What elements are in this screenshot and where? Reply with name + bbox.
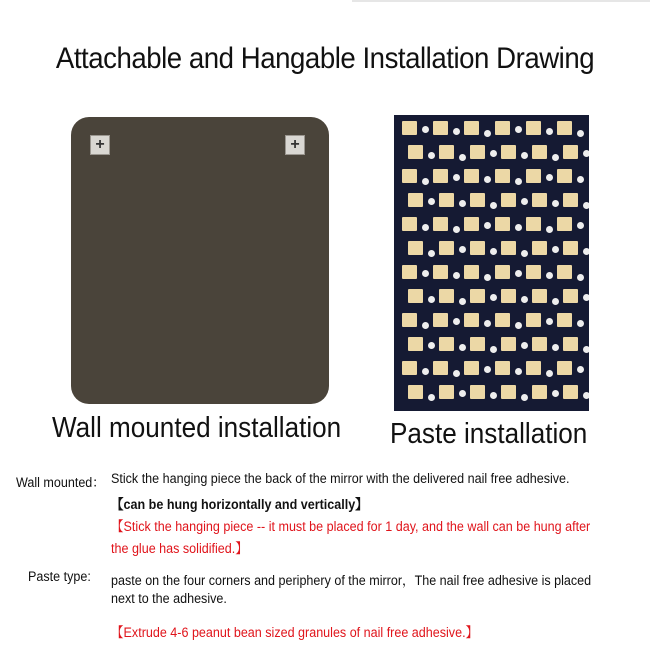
tape-pad: [532, 385, 547, 399]
tape-pad: [526, 217, 541, 231]
tape-pad: [464, 361, 479, 375]
wall-mounted-line-1: Stick the hanging piece the back of the mirror with the delivered nail free adhesive.: [111, 471, 570, 486]
wall-mounted-label: Wall mounted：: [16, 475, 105, 490]
adhesive-glob: [521, 152, 528, 159]
tape-pad: [433, 265, 448, 279]
tape-pad: [433, 313, 448, 327]
tape-pad: [464, 121, 479, 135]
adhesive-glob: [577, 222, 584, 229]
tape-pad: [557, 361, 572, 375]
adhesive-glob: [546, 128, 553, 135]
tape-pad: [557, 265, 572, 279]
adhesive-glob: [583, 346, 589, 353]
adhesive-glob: [453, 370, 460, 377]
adhesive-glob: [546, 226, 553, 233]
tape-pad: [557, 313, 572, 327]
adhesive-glob: [484, 176, 491, 183]
adhesive-glob: [422, 126, 429, 133]
tape-pad: [563, 385, 578, 399]
adhesive-glob: [484, 130, 491, 137]
tape-pad: [501, 337, 516, 351]
tape-pad: [526, 121, 541, 135]
tape-pad: [470, 385, 485, 399]
tape-pad: [470, 193, 485, 207]
adhesive-glob: [577, 366, 584, 373]
adhesive-glob: [428, 250, 435, 257]
adhesive-glob: [490, 248, 497, 255]
adhesive-glob: [552, 344, 559, 351]
tape-pad: [402, 121, 417, 135]
tape-pad: [433, 217, 448, 231]
adhesive-glob: [583, 150, 589, 157]
adhesive-glob: [490, 346, 497, 353]
tape-pad: [433, 361, 448, 375]
tape-pad: [532, 193, 547, 207]
tape-pad: [408, 241, 423, 255]
adhesive-glob: [583, 294, 589, 301]
adhesive-glob: [577, 130, 584, 137]
adhesive-glob: [484, 222, 491, 229]
adhesive-glob: [459, 344, 466, 351]
tape-pad: [439, 241, 454, 255]
adhesive-glob: [546, 272, 553, 279]
tape-pad: [433, 121, 448, 135]
paste-board-image: [394, 115, 589, 411]
adhesive-glob: [490, 202, 497, 209]
tape-pad: [408, 193, 423, 207]
adhesive-glob: [490, 392, 497, 399]
tape-pad: [501, 241, 516, 255]
tape-pad: [402, 313, 417, 327]
adhesive-glob: [490, 150, 497, 157]
hanging-piece-icon: +: [285, 135, 305, 155]
adhesive-glob: [552, 246, 559, 253]
tape-pad: [501, 385, 516, 399]
adhesive-glob: [453, 226, 460, 233]
mirror-back-image: [71, 117, 329, 404]
tape-pad: [501, 289, 516, 303]
adhesive-glob: [459, 390, 466, 397]
adhesive-glob: [515, 224, 522, 231]
tape-pad: [408, 337, 423, 351]
adhesive-glob: [484, 274, 491, 281]
adhesive-glob: [428, 296, 435, 303]
tape-pad: [563, 145, 578, 159]
adhesive-glob: [546, 318, 553, 325]
tape-pad: [439, 385, 454, 399]
tape-pad: [526, 265, 541, 279]
wall-mounted-caption: Wall mounted installation: [52, 412, 342, 444]
tape-pad: [439, 193, 454, 207]
adhesive-glob: [484, 366, 491, 373]
wall-mounted-line-2: 【can be hung horizontally and vertically】: [111, 497, 368, 512]
adhesive-glob: [577, 274, 584, 281]
adhesive-glob: [583, 392, 589, 399]
tape-pad: [464, 265, 479, 279]
adhesive-glob: [490, 294, 497, 301]
adhesive-glob: [459, 200, 466, 207]
tape-pad: [439, 337, 454, 351]
tape-pad: [470, 241, 485, 255]
tape-pad: [402, 169, 417, 183]
adhesive-glob: [552, 200, 559, 207]
top-divider: [352, 0, 650, 2]
adhesive-glob: [459, 154, 466, 161]
paste-type-warning: 【Extrude 4-6 peanut bean sized granules of nail free adhesive.】: [111, 625, 479, 640]
tape-pad: [532, 145, 547, 159]
adhesive-glob: [552, 154, 559, 161]
adhesive-glob: [577, 176, 584, 183]
tape-pad: [532, 241, 547, 255]
adhesive-glob: [459, 298, 466, 305]
tape-pad: [532, 289, 547, 303]
hanging-piece-icon: +: [90, 135, 110, 155]
tape-pad: [470, 145, 485, 159]
wall-mounted-warning-2: the glue has solidified.】: [111, 541, 248, 556]
tape-pad: [439, 289, 454, 303]
tape-pad: [464, 217, 479, 231]
tape-pad: [495, 361, 510, 375]
tape-pad: [402, 361, 417, 375]
tape-pad: [526, 361, 541, 375]
tape-pad: [495, 121, 510, 135]
tape-pad: [557, 217, 572, 231]
adhesive-glob: [453, 128, 460, 135]
adhesive-glob: [484, 320, 491, 327]
adhesive-glob: [521, 394, 528, 401]
tape-pad: [470, 289, 485, 303]
tape-pad: [526, 169, 541, 183]
tape-pad: [557, 169, 572, 183]
adhesive-glob: [428, 198, 435, 205]
tape-pad: [495, 265, 510, 279]
adhesive-glob: [428, 342, 435, 349]
tape-pad: [470, 337, 485, 351]
paste-type-label: Paste type:: [28, 569, 91, 584]
page-title: Attachable and Hangable Installation Drawing: [55, 42, 595, 75]
tape-pad: [563, 241, 578, 255]
adhesive-glob: [521, 198, 528, 205]
tape-pad: [408, 385, 423, 399]
adhesive-glob: [583, 202, 589, 209]
tape-pad: [501, 145, 516, 159]
adhesive-glob: [521, 296, 528, 303]
adhesive-glob: [453, 318, 460, 325]
tape-pad: [495, 313, 510, 327]
tape-pad: [495, 217, 510, 231]
tape-pad: [563, 337, 578, 351]
adhesive-glob: [422, 368, 429, 375]
adhesive-glob: [546, 174, 553, 181]
adhesive-glob: [515, 178, 522, 185]
paste-type-line-1: paste on the four corners and periphery of the mirror，The nail free adhesive is placed: [111, 573, 592, 588]
adhesive-glob: [583, 248, 589, 255]
adhesive-glob: [422, 270, 429, 277]
paste-type-line-2: next to the adhesive.: [111, 591, 227, 606]
tape-pad: [557, 121, 572, 135]
paste-caption: Paste installation: [390, 418, 588, 450]
adhesive-glob: [453, 272, 460, 279]
adhesive-glob: [515, 368, 522, 375]
tape-pad: [439, 145, 454, 159]
tape-pad: [563, 193, 578, 207]
adhesive-glob: [515, 270, 522, 277]
adhesive-glob: [459, 246, 466, 253]
adhesive-glob: [422, 224, 429, 231]
adhesive-glob: [552, 298, 559, 305]
adhesive-glob: [453, 174, 460, 181]
adhesive-glob: [422, 178, 429, 185]
tape-pad: [532, 337, 547, 351]
adhesive-glob: [521, 342, 528, 349]
tape-pad: [402, 265, 417, 279]
adhesive-glob: [428, 152, 435, 159]
wall-mounted-warning-1: 【Stick the hanging piece -- it must be placed for 1 day, and the wall can be hung after: [111, 519, 591, 534]
adhesive-glob: [515, 126, 522, 133]
tape-pad: [526, 313, 541, 327]
tape-pad: [464, 313, 479, 327]
tape-pad: [501, 193, 516, 207]
adhesive-glob: [577, 320, 584, 327]
tape-pad: [408, 145, 423, 159]
tape-pad: [495, 169, 510, 183]
adhesive-glob: [546, 370, 553, 377]
tape-pad: [563, 289, 578, 303]
tape-pad: [408, 289, 423, 303]
adhesive-glob: [521, 250, 528, 257]
adhesive-glob: [515, 322, 522, 329]
adhesive-glob: [428, 394, 435, 401]
tape-pad: [433, 169, 448, 183]
tape-pad: [464, 169, 479, 183]
adhesive-glob: [422, 322, 429, 329]
tape-pad: [402, 217, 417, 231]
adhesive-glob: [552, 390, 559, 397]
